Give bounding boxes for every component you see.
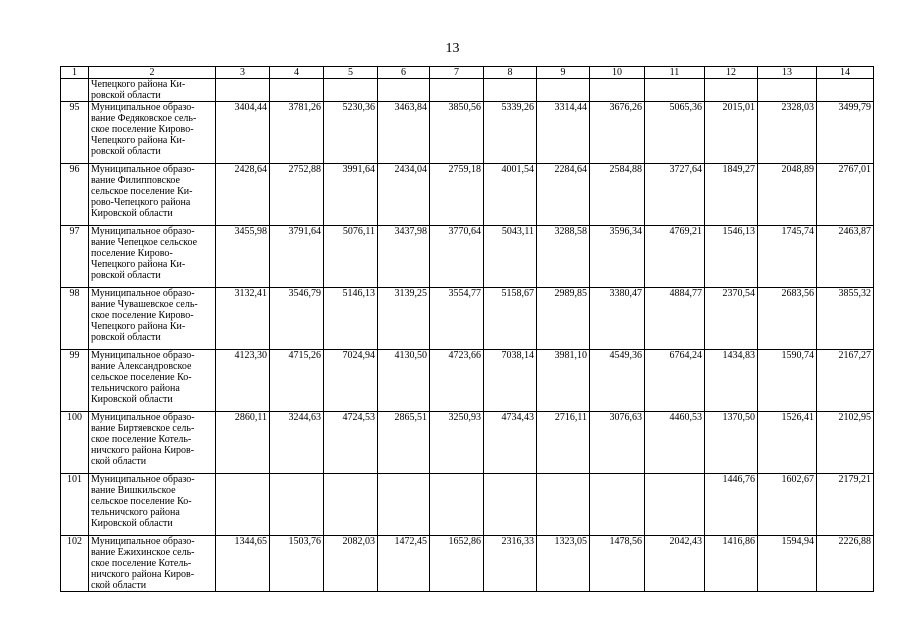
value-cell	[430, 474, 484, 536]
column-header: 14	[817, 67, 874, 79]
column-number-row	[61, 67, 874, 79]
value-cell: 1546,13	[705, 226, 758, 288]
value-cell	[430, 79, 484, 102]
value-cell	[590, 474, 645, 536]
column-header: 13	[758, 67, 817, 79]
row-number	[61, 79, 89, 102]
value-cell: 1526,41	[758, 412, 817, 474]
value-cell: 2865,51	[378, 412, 430, 474]
value-cell	[758, 79, 817, 102]
value-cell: 4549,36	[590, 350, 645, 412]
value-cell	[817, 79, 874, 102]
column-header: 1	[61, 67, 89, 79]
value-cell: 2226,88	[817, 536, 874, 592]
value-cell: 2989,85	[537, 288, 590, 350]
value-cell: 3855,32	[817, 288, 874, 350]
value-cell: 5146,13	[324, 288, 378, 350]
row-number: 101	[61, 474, 89, 536]
value-cell: 1434,83	[705, 350, 758, 412]
value-cell	[484, 79, 537, 102]
column-header: 3	[216, 67, 270, 79]
column-header: 11	[645, 67, 705, 79]
table-row	[61, 412, 874, 474]
table-row	[61, 102, 874, 164]
value-cell	[378, 474, 430, 536]
value-cell: 3981,10	[537, 350, 590, 412]
value-cell: 3314,44	[537, 102, 590, 164]
table-row	[61, 226, 874, 288]
value-cell: 3244,63	[270, 412, 324, 474]
value-cell: 2048,89	[758, 164, 817, 226]
value-cell: 2328,03	[758, 102, 817, 164]
value-cell: 1503,76	[270, 536, 324, 592]
value-cell: 2316,33	[484, 536, 537, 592]
column-header: 8	[484, 67, 537, 79]
value-cell: 3770,64	[430, 226, 484, 288]
value-cell: 5076,11	[324, 226, 378, 288]
municipality-name: Чепецкого района Ки- ровской области	[89, 79, 216, 102]
value-cell: 3499,79	[817, 102, 874, 164]
value-cell: 7038,14	[484, 350, 537, 412]
value-cell	[216, 79, 270, 102]
value-cell: 3437,98	[378, 226, 430, 288]
row-number: 102	[61, 536, 89, 592]
value-cell: 3076,63	[590, 412, 645, 474]
value-cell: 2042,43	[645, 536, 705, 592]
table-row	[61, 164, 874, 226]
table-body	[61, 79, 874, 592]
value-cell: 1416,86	[705, 536, 758, 592]
value-cell	[270, 79, 324, 102]
column-header: 12	[705, 67, 758, 79]
value-cell: 1446,76	[705, 474, 758, 536]
value-cell: 1344,65	[216, 536, 270, 592]
table-row	[61, 288, 874, 350]
value-cell: 2370,54	[705, 288, 758, 350]
value-cell: 6764,24	[645, 350, 705, 412]
value-cell: 2683,56	[758, 288, 817, 350]
value-cell: 5230,36	[324, 102, 378, 164]
value-cell: 1745,74	[758, 226, 817, 288]
value-cell: 3596,34	[590, 226, 645, 288]
value-cell: 2860,11	[216, 412, 270, 474]
value-cell: 4884,77	[645, 288, 705, 350]
value-cell: 2428,64	[216, 164, 270, 226]
value-cell	[324, 474, 378, 536]
value-cell: 3250,93	[430, 412, 484, 474]
municipality-name: Муниципальное образо- вание Ежихинское сель- ское поселение Котель- ничского района Киров- ской области	[89, 536, 216, 592]
value-cell: 3781,26	[270, 102, 324, 164]
value-cell: 4724,53	[324, 412, 378, 474]
value-cell: 1602,67	[758, 474, 817, 536]
page-number: 13	[445, 41, 460, 56]
value-cell: 2767,01	[817, 164, 874, 226]
value-cell: 3791,64	[270, 226, 324, 288]
value-cell: 2082,03	[324, 536, 378, 592]
value-cell: 2463,87	[817, 226, 874, 288]
value-cell: 2284,64	[537, 164, 590, 226]
column-header: 10	[590, 67, 645, 79]
value-cell: 3991,64	[324, 164, 378, 226]
row-number: 97	[61, 226, 89, 288]
value-cell: 3676,26	[590, 102, 645, 164]
value-cell: 7024,94	[324, 350, 378, 412]
value-cell: 3132,41	[216, 288, 270, 350]
value-cell: 3288,58	[537, 226, 590, 288]
municipality-name: Муниципальное образо- вание Александровское сельское поселение Ко- тельничского района Кировской области	[89, 350, 216, 412]
value-cell	[324, 79, 378, 102]
value-cell: 3139,25	[378, 288, 430, 350]
value-cell: 2752,88	[270, 164, 324, 226]
continuation-row	[61, 79, 874, 102]
value-cell	[216, 474, 270, 536]
value-cell: 1323,05	[537, 536, 590, 592]
value-cell: 3850,56	[430, 102, 484, 164]
value-cell: 4001,54	[484, 164, 537, 226]
value-cell: 4769,21	[645, 226, 705, 288]
value-cell: 4123,30	[216, 350, 270, 412]
value-cell: 2584,88	[590, 164, 645, 226]
municipality-name: Муниципальное образо- вание Федяковское сель- ское поселение Кирово- Чепецкого района Ки- ровской области	[89, 102, 216, 164]
value-cell: 2179,21	[817, 474, 874, 536]
value-cell: 2759,18	[430, 164, 484, 226]
value-cell: 4734,43	[484, 412, 537, 474]
value-cell	[645, 474, 705, 536]
value-cell	[270, 474, 324, 536]
value-cell: 1590,74	[758, 350, 817, 412]
value-cell: 2015,01	[705, 102, 758, 164]
value-cell: 5043,11	[484, 226, 537, 288]
row-number: 98	[61, 288, 89, 350]
municipality-name: Муниципальное образо- вание Чувашевское сель- ское поселение Кирово- Чепецкого района Ки- ровской области	[89, 288, 216, 350]
value-cell	[645, 79, 705, 102]
value-cell: 3546,79	[270, 288, 324, 350]
value-cell: 1594,94	[758, 536, 817, 592]
value-cell: 3727,64	[645, 164, 705, 226]
value-cell: 3404,44	[216, 102, 270, 164]
value-cell: 5158,67	[484, 288, 537, 350]
row-number: 95	[61, 102, 89, 164]
value-cell: 3554,77	[430, 288, 484, 350]
value-cell: 4130,50	[378, 350, 430, 412]
row-number: 96	[61, 164, 89, 226]
value-cell: 3455,98	[216, 226, 270, 288]
value-cell: 2716,11	[537, 412, 590, 474]
row-number: 100	[61, 412, 89, 474]
table-row	[61, 536, 874, 592]
table-row	[61, 350, 874, 412]
municipality-name: Муниципальное образо- вание Биртяевское сель- ское поселение Котель- ничского района Киров- ской области	[89, 412, 216, 474]
column-header: 6	[378, 67, 430, 79]
value-cell: 4715,26	[270, 350, 324, 412]
value-cell	[705, 79, 758, 102]
column-header: 5	[324, 67, 378, 79]
value-cell: 1652,86	[430, 536, 484, 592]
value-cell: 4723,66	[430, 350, 484, 412]
value-cell: 2434,04	[378, 164, 430, 226]
value-cell: 1478,56	[590, 536, 645, 592]
value-cell: 3463,84	[378, 102, 430, 164]
column-header: 7	[430, 67, 484, 79]
value-cell	[378, 79, 430, 102]
tariff-table	[60, 66, 874, 592]
value-cell: 2102,95	[817, 412, 874, 474]
value-cell: 5339,26	[484, 102, 537, 164]
value-cell: 2167,27	[817, 350, 874, 412]
column-header: 2	[89, 67, 216, 79]
value-cell: 3380,47	[590, 288, 645, 350]
municipality-name: Муниципальное образо- вание Чепецкое сельское поселение Кирово- Чепецкого района Ки- ровской области	[89, 226, 216, 288]
municipality-name: Муниципальное образо- вание Филипповское сельское поселение Ки- рово-Чепецкого района Кировской области	[89, 164, 216, 226]
value-cell	[484, 474, 537, 536]
value-cell	[590, 79, 645, 102]
value-cell	[537, 474, 590, 536]
value-cell: 5065,36	[645, 102, 705, 164]
value-cell: 4460,53	[645, 412, 705, 474]
value-cell	[537, 79, 590, 102]
column-header: 9	[537, 67, 590, 79]
column-header: 4	[270, 67, 324, 79]
row-number: 99	[61, 350, 89, 412]
municipality-name: Муниципальное образо- вание Вишкильское сельское поселение Ко- тельничского района Кировской области	[89, 474, 216, 536]
value-cell: 1370,50	[705, 412, 758, 474]
value-cell: 1472,45	[378, 536, 430, 592]
value-cell: 1849,27	[705, 164, 758, 226]
table-row	[61, 474, 874, 536]
